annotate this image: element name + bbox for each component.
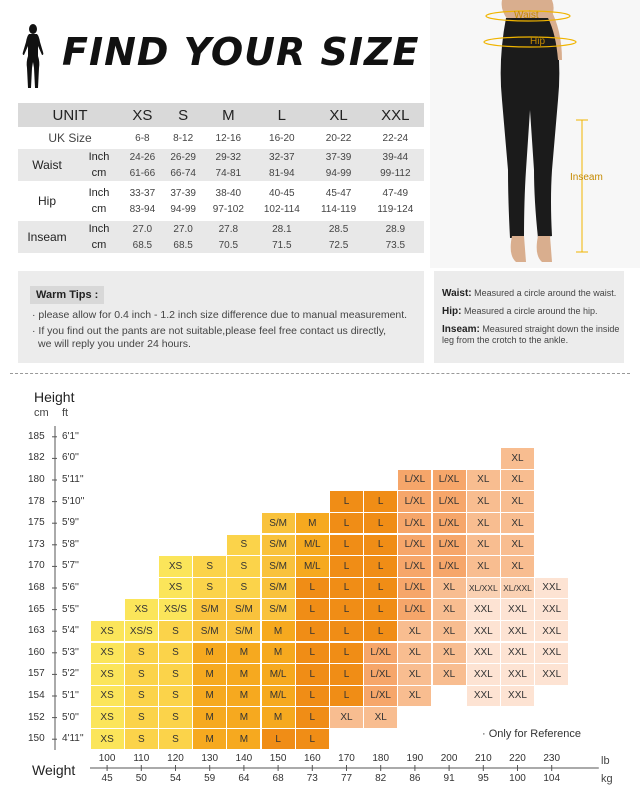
height-cm-label: 173: [28, 538, 45, 550]
hip-guide: [442, 306, 622, 317]
size-cell: XS: [159, 556, 192, 576]
size-cell: L: [330, 643, 363, 663]
height-ft-label: 5'10'': [62, 495, 85, 507]
size-cell: M: [193, 707, 226, 727]
weight-kg-label: 54: [169, 773, 182, 784]
size-cell: L: [296, 729, 329, 749]
size-cell: M: [227, 707, 260, 727]
header-cell: XS: [122, 103, 163, 127]
header-cell: S: [163, 103, 204, 127]
size-cell: L: [296, 578, 329, 598]
waist-label: Waist: [514, 10, 539, 21]
size-cell: XXL: [467, 621, 500, 641]
size-cell: S/M: [193, 621, 226, 641]
size-cell: L/XL: [364, 664, 397, 684]
size-cell: XL: [398, 664, 431, 684]
height-ft-label: 6'0'': [62, 452, 79, 464]
size-cell: XS: [91, 707, 124, 727]
size-cell: M: [227, 643, 260, 663]
height-ft-label: 5'1'': [62, 690, 79, 701]
size-cell: L: [296, 686, 329, 706]
size-cell: XXL: [535, 664, 568, 684]
height-cm-label: 182: [28, 452, 45, 464]
height-ft-label: 5'6'': [62, 582, 79, 593]
size-cell: S/M: [262, 513, 295, 533]
size-cell: L: [364, 535, 397, 555]
size-cell: XL: [433, 664, 466, 684]
size-cell: XL: [433, 578, 466, 598]
measure-cell: 27.8: [204, 221, 254, 237]
size-cell: M: [262, 643, 295, 663]
weight-kg-label: 91: [443, 773, 455, 784]
height-cm-label: 150: [28, 733, 45, 745]
uk-size-cell: 6-8: [135, 132, 150, 144]
model-photo: [430, 0, 640, 268]
size-cell: XXL: [501, 664, 534, 684]
tip-line-3: we will reply you under 24 hours.: [38, 338, 191, 350]
warm-tips-panel: [18, 271, 424, 363]
size-cell: S: [159, 643, 192, 663]
hip-guide-label: Hip:: [442, 306, 462, 317]
measurement-guide: [434, 271, 624, 363]
size-cell: XL: [398, 686, 431, 706]
size-cell: XL: [501, 448, 534, 468]
size-cell: L: [330, 491, 363, 511]
size-cell: M: [296, 513, 329, 533]
size-cell: L: [296, 707, 329, 727]
header-cell: XL: [310, 103, 366, 127]
height-ft-label: 5'4'': [62, 625, 79, 637]
size-cell: L/XL: [398, 513, 431, 533]
size-cell: L: [330, 664, 363, 684]
weight-lb-label: 110: [133, 753, 150, 764]
weight-kg-label: 73: [306, 773, 318, 784]
size-cell: L: [262, 729, 295, 749]
size-cell: L: [330, 621, 363, 641]
weight-axis-label: Weight: [32, 762, 76, 778]
size-cell: XL: [433, 643, 466, 663]
size-cell: S: [227, 535, 260, 555]
size-cell: XS: [91, 621, 124, 641]
measure-cell: 83-94: [129, 203, 156, 215]
measure-cell: 73.5: [367, 237, 424, 253]
measure-cell: 33-37: [129, 187, 156, 199]
height-cm-label: 170: [28, 560, 45, 572]
measure-unit: Inch: [88, 187, 110, 199]
size-cell: M/L: [296, 535, 329, 555]
measure-cell: 45-47: [325, 187, 352, 199]
size-cell: L: [296, 599, 329, 619]
page-title: FIND YOUR SIZE: [62, 30, 420, 74]
weight-kg-label: 50: [135, 773, 147, 784]
woman-silhouette-icon: [14, 22, 52, 92]
waist-guide-text: Measured a circle around the waist.: [474, 288, 617, 298]
inseam-guide-label: Inseam:: [442, 324, 480, 335]
size-cell: L/XL: [398, 470, 431, 490]
size-cell: S: [125, 664, 158, 684]
measure-unit: cm: [91, 203, 107, 215]
height-ft-label: 5'2'': [62, 668, 79, 680]
size-cell: XL: [433, 599, 466, 619]
weight-lb-label: 170: [338, 753, 355, 764]
height-unit-cm: cm: [34, 407, 49, 419]
height-ft-label: 5'5'': [62, 603, 79, 615]
size-cell: M: [262, 621, 295, 641]
measure-cell: 28.1: [253, 221, 310, 237]
size-cell: M/L: [296, 556, 329, 576]
size-cell: M: [227, 686, 260, 706]
size-cell: L: [364, 621, 397, 641]
weight-unit-lb: lb: [601, 755, 610, 767]
tip-line-2: · If you find out the pants are not suitable,please feel free contact us directly,: [32, 325, 387, 337]
size-table-header: [18, 103, 424, 127]
measure-cell: 68.5: [163, 237, 204, 253]
size-cell: L/XL: [398, 491, 431, 511]
reference-note: · Only for Reference: [482, 728, 582, 740]
size-cell: L: [296, 664, 329, 684]
height-unit-ft: ft: [62, 407, 69, 419]
measure-cell: 37-39: [170, 187, 196, 199]
size-cell: XS: [159, 578, 192, 598]
uk-size-cell: 22-24: [382, 132, 409, 144]
weight-lb-label: 130: [201, 753, 219, 764]
size-cell: L/XL: [433, 513, 466, 533]
uk-size-cell: 8-12: [173, 132, 194, 144]
size-cell: XS: [91, 729, 124, 749]
measure-cell: 39-44: [367, 149, 424, 165]
height-ft-label: 5'8'': [62, 538, 79, 550]
size-cell: L: [296, 621, 329, 641]
size-cell: XXL: [535, 578, 568, 598]
size-cell: S: [159, 729, 192, 749]
height-ft-label: 5'3'': [62, 646, 79, 658]
measure-label: Hip: [37, 194, 56, 208]
uk-size-cell: 16-20: [269, 132, 295, 144]
size-cell: L: [330, 686, 363, 706]
size-cell: S/M: [193, 599, 226, 619]
measure-cell: 74-81: [204, 165, 254, 181]
height-cm-label: 152: [28, 711, 45, 723]
measure-cell: 99-112: [367, 165, 424, 181]
size-cell: XXL: [535, 643, 568, 663]
size-cell: L: [364, 599, 397, 619]
size-cell: S/M: [227, 621, 260, 641]
size-cell: L: [364, 513, 397, 533]
weight-lb-label: 100: [98, 753, 116, 764]
uk-size-cell: 12-16: [215, 132, 242, 144]
size-cell: L/XL: [398, 599, 431, 619]
measure-row: [18, 149, 424, 165]
size-cell: L: [330, 513, 363, 533]
size-cell: L: [364, 491, 397, 511]
height-cm-label: 185: [28, 430, 45, 442]
size-cell: L: [330, 578, 363, 598]
measure-cell: 29-32: [204, 149, 254, 165]
size-cell: XXL: [501, 643, 534, 663]
measure-cell: 72.5: [310, 237, 366, 253]
weight-kg-label: 45: [101, 773, 113, 784]
size-cell: M: [262, 707, 295, 727]
hip-label: Hip: [530, 36, 546, 47]
weight-lb-label: 230: [543, 753, 561, 764]
size-cell: S: [125, 729, 158, 749]
size-cell: M/L: [262, 686, 295, 706]
weight-lb-label: 180: [372, 753, 390, 764]
measure-row: [18, 165, 424, 181]
size-cell: XL: [501, 491, 534, 511]
uk-size-label: UK Size: [48, 131, 92, 145]
height-ft-label: 4'11'': [62, 733, 84, 745]
size-cell: XL: [467, 491, 500, 511]
measure-cell: 97-102: [212, 203, 244, 215]
measure-cell: 71.5: [253, 237, 310, 253]
weight-kg-label: 68: [272, 773, 284, 784]
height-cm-label: 165: [28, 603, 45, 615]
size-cell: XL: [501, 470, 534, 490]
measure-cell: 102-114: [263, 203, 300, 215]
measure-cell: 27.0: [163, 221, 204, 237]
measure-row: [18, 221, 424, 237]
size-cell: L: [364, 556, 397, 576]
size-cell: L/XL: [364, 686, 397, 706]
size-cell: L/XL: [364, 643, 397, 663]
size-cell: XL: [467, 556, 500, 576]
size-cell: XL: [330, 707, 363, 727]
size-cell: XS: [125, 599, 158, 619]
height-cm-label: 163: [28, 625, 45, 637]
size-cell: M: [227, 729, 260, 749]
weight-kg-label: 86: [409, 773, 421, 784]
measure-unit: cm: [76, 165, 122, 181]
size-cell: S: [227, 578, 260, 598]
size-cell: L/XL: [433, 535, 466, 555]
size-cell: XS/S: [125, 621, 158, 641]
size-cell: XL: [501, 556, 534, 576]
measure-cell: 70.5: [204, 237, 254, 253]
size-cell: XXL: [535, 599, 568, 619]
header-cell: UNIT: [18, 103, 122, 127]
hip-guide-text: Measured a circle around the hip.: [463, 306, 598, 316]
size-cell: L: [330, 599, 363, 619]
height-ft-label: 5'9'': [62, 517, 79, 529]
measure-cell: 38-40: [215, 187, 242, 199]
size-cell: M: [193, 729, 226, 749]
weight-lb-label: 220: [509, 753, 526, 764]
size-cell: M: [193, 686, 226, 706]
weight-unit-kg: kg: [601, 773, 613, 785]
measure-cell: 28.5: [310, 221, 366, 237]
size-cell: M: [227, 664, 260, 684]
measure-label: Inseam: [18, 221, 76, 253]
size-cell: L: [330, 535, 363, 555]
height-ft-label: 5'0'': [62, 711, 79, 723]
weight-lb-label: 140: [235, 753, 253, 764]
height-cm-label: 178: [28, 495, 45, 507]
weight-lb-label: 190: [406, 753, 424, 764]
size-cell: XXL: [501, 686, 534, 706]
measure-cell: 40-45: [269, 187, 295, 199]
measure-cell: 81-94: [253, 165, 310, 181]
size-cell: S: [193, 556, 226, 576]
measure-label: Waist: [18, 149, 76, 181]
measure-row: [18, 185, 424, 201]
size-cell: XXL: [535, 621, 568, 641]
measure-cell: 26-29: [163, 149, 204, 165]
size-cell: M/L: [262, 664, 295, 684]
header-cell: M: [204, 103, 254, 127]
size-cell: XL: [398, 643, 431, 663]
size-cell: XL: [433, 621, 466, 641]
measure-unit: Inch: [76, 149, 122, 165]
measure-cell: 94-99: [310, 165, 366, 181]
header-cell: L: [253, 103, 310, 127]
size-cell: XL: [501, 513, 534, 533]
uk-size-cell: 20-22: [325, 132, 352, 144]
size-cell: XL: [364, 707, 397, 727]
size-cell: S: [159, 707, 192, 727]
size-cell: XL: [467, 470, 500, 490]
size-cell: S: [193, 578, 226, 598]
size-cell: XXL: [501, 599, 534, 619]
measure-unit: Inch: [76, 221, 122, 237]
height-cm-label: 168: [28, 582, 45, 593]
size-cell: S/M: [262, 599, 295, 619]
size-cell: L/XL: [398, 578, 431, 598]
size-cell: M: [193, 643, 226, 663]
measure-unit: cm: [76, 237, 122, 253]
size-cell: L: [364, 578, 397, 598]
size-cell: XS: [91, 643, 124, 663]
measure-row: [18, 201, 424, 217]
size-cell: S: [159, 686, 192, 706]
size-cell: S: [125, 707, 158, 727]
size-cell: L/XL: [433, 556, 466, 576]
height-ft-label: 5'11'': [62, 474, 84, 485]
size-cell: XXL: [467, 599, 500, 619]
size-cell: M: [193, 664, 226, 684]
size-cell: S/M: [262, 578, 295, 598]
measure-cell: 66-74: [163, 165, 204, 181]
size-cell: XXL: [467, 664, 500, 684]
measure-cell: 28.9: [367, 221, 424, 237]
weight-lb-label: 160: [303, 753, 321, 764]
measure-cell: 94-99: [170, 203, 196, 215]
inseam-guide: [442, 324, 622, 346]
size-cell: XL: [467, 535, 500, 555]
size-cell: S: [159, 621, 192, 641]
weight-lb-label: 210: [474, 753, 492, 764]
section-divider: [10, 373, 630, 374]
height-cm-label: 180: [28, 474, 45, 485]
measure-cell: 114-119: [320, 203, 357, 215]
size-cell: L/XL: [433, 470, 466, 490]
weight-kg-label: 64: [238, 773, 250, 784]
waist-guide-label: Waist:: [442, 288, 472, 299]
height-axis-label: Height: [34, 389, 75, 405]
weight-kg-label: 82: [375, 773, 387, 784]
size-cell: XL: [467, 513, 500, 533]
weight-kg-label: 95: [477, 773, 489, 784]
size-cell: S/M: [262, 535, 295, 555]
measure-cell: 68.5: [122, 237, 163, 253]
measure-cell: 27.0: [122, 221, 163, 237]
size-table: [18, 103, 424, 253]
size-cell: S/M: [262, 556, 295, 576]
size-cell: L: [330, 556, 363, 576]
weight-lb-label: 200: [440, 753, 458, 764]
size-cell: XL/XXL: [501, 578, 534, 598]
weight-lb-label: 120: [167, 753, 184, 764]
uk-size-row: [18, 127, 424, 149]
size-cell: S: [125, 686, 158, 706]
size-cell: L: [296, 643, 329, 663]
size-cell: L/XL: [433, 491, 466, 511]
tip-line-1: · please allow for 0.4 inch - 1.2 inch size difference due to manual measurement.: [32, 309, 408, 321]
header-cell: XXL: [367, 103, 424, 127]
inseam-label: Inseam: [570, 172, 603, 183]
size-cell: XL/XXL: [467, 578, 500, 598]
size-cell: XXL: [467, 686, 500, 706]
weight-kg-label: 104: [543, 773, 561, 784]
measure-cell: 32-37: [253, 149, 310, 165]
size-cell: XXL: [467, 643, 500, 663]
size-cell: S: [159, 664, 192, 684]
warm-tips-badge: Warm Tips :: [30, 286, 104, 304]
measure-cell: 61-66: [122, 165, 163, 181]
measure-cell: 47-49: [382, 187, 409, 199]
size-cell: XS: [91, 686, 124, 706]
height-cm-label: 160: [28, 646, 45, 658]
height-cm-label: 154: [28, 690, 45, 701]
height-cm-label: 157: [28, 668, 45, 680]
size-cell: XS/S: [159, 599, 192, 619]
size-cell: S: [125, 643, 158, 663]
height-ft-label: 6'1'': [62, 430, 79, 442]
size-cell: XL: [501, 535, 534, 555]
weight-kg-label: 59: [204, 773, 216, 784]
waist-guide: [442, 288, 622, 299]
weight-lb-label: 150: [269, 753, 287, 764]
size-cell: XS: [91, 664, 124, 684]
weight-kg-label: 100: [509, 773, 526, 784]
measure-row: [18, 237, 424, 253]
size-cell: L/XL: [398, 556, 431, 576]
size-cell: S/M: [227, 599, 260, 619]
size-cell: XXL: [501, 621, 534, 641]
height-ft-label: 5'7'': [62, 560, 79, 572]
weight-kg-label: 77: [340, 773, 353, 784]
height-cm-label: 175: [28, 517, 45, 529]
measure-cell: 37-39: [310, 149, 366, 165]
size-cell: L/XL: [398, 535, 431, 555]
measure-cell: 119-124: [377, 203, 414, 215]
inseam-guide-text: Measured straight down the inside leg from the crotch to the ankle.: [442, 324, 620, 345]
size-cell: XL: [398, 621, 431, 641]
size-cell: S: [227, 556, 260, 576]
measure-cell: 24-26: [122, 149, 163, 165]
